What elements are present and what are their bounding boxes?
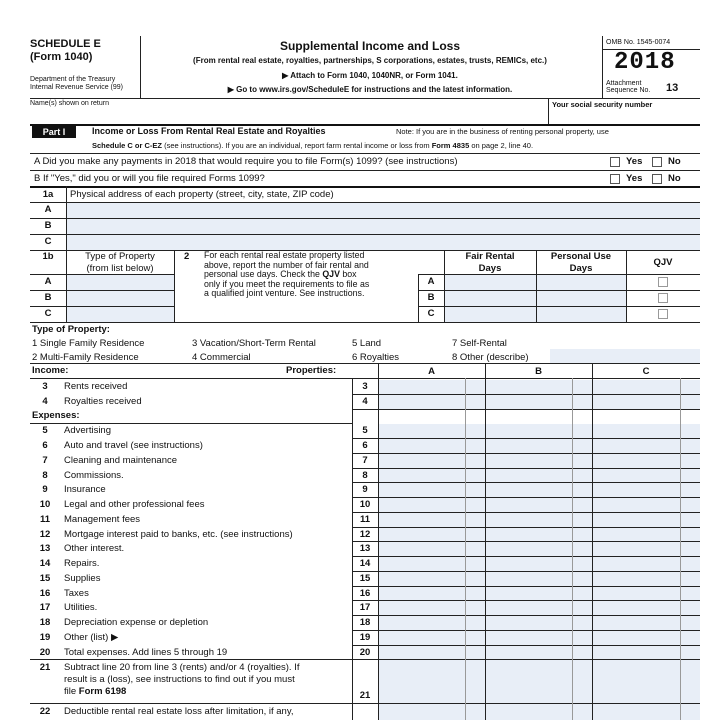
personal-days-input-a[interactable]	[537, 275, 626, 290]
line-4-amount-b[interactable]	[486, 395, 592, 409]
line-14-label	[64, 558, 99, 569]
type-4: 4 Commercial	[192, 352, 251, 363]
type-6: 6 Royalties	[352, 352, 399, 363]
fair-days-input-c[interactable]	[445, 307, 536, 322]
note-end: on page 2, line 40.	[469, 141, 534, 150]
line-9-box-number: 9	[362, 484, 368, 496]
line-12-box-number: 12	[359, 528, 371, 540]
line-11-number: 11	[39, 513, 51, 525]
part1-tag: Part I	[32, 126, 76, 138]
question-a-no-label: No	[668, 156, 681, 167]
line-21-text3a: file	[64, 686, 79, 698]
line-18-label	[64, 617, 208, 628]
qjv-checkbox-a[interactable]	[658, 277, 668, 287]
line-9-amount-c[interactable]	[593, 483, 700, 497]
line-15-label	[64, 573, 100, 584]
question-a-yes-label: Yes	[626, 156, 643, 167]
line-10-label	[64, 499, 205, 510]
fair-days-input-a[interactable]	[445, 275, 536, 290]
line-17-amount-c[interactable]	[593, 601, 700, 615]
line-4-number: 4	[42, 395, 48, 407]
line-14-text: Repairs.	[64, 558, 100, 569]
line-21-text1: Subtract line 20 from line 3 (rents) and/or 4 (royalties). If	[64, 662, 300, 674]
line-13-amount-a[interactable]	[379, 542, 485, 556]
line-7-label	[64, 455, 177, 466]
line-22-number: 22	[39, 706, 51, 718]
form-number: (Form 1040)	[30, 51, 93, 63]
line-8-label	[64, 470, 124, 481]
line-2-text3a: personal use days. Check the	[204, 269, 323, 280]
line-15-number: 15	[39, 572, 51, 584]
line-19-text: Other (list) ▶	[64, 631, 119, 643]
type-input-b[interactable]	[67, 291, 174, 306]
line-11-label	[64, 514, 140, 525]
line-18-number: 18	[39, 617, 51, 628]
line-18-amount-c[interactable]	[593, 616, 700, 630]
line-3-label	[64, 381, 127, 392]
line-16-box-number: 16	[359, 587, 371, 599]
goto-instruction: ▶ Go to www.irs.gov/ScheduleE for instructions and the latest information.	[227, 85, 513, 94]
line-16-label	[64, 588, 89, 599]
line-9-label	[64, 484, 106, 495]
line-20-amount-c[interactable]	[593, 646, 700, 660]
line-7-text: Cleaning and maintenance	[64, 454, 178, 466]
type-8: 8 Other (describe)	[452, 352, 529, 363]
column-c-header: C	[642, 366, 650, 377]
personal-use-header: Personal Use	[550, 251, 612, 262]
qjv-header: QJV	[653, 257, 673, 268]
line-11-amount-b[interactable]	[486, 513, 592, 527]
type-5: 5 Land	[352, 338, 382, 349]
line-8-number: 8	[42, 469, 48, 481]
line-18-amount-b[interactable]	[486, 616, 592, 630]
line-4-label	[64, 396, 142, 407]
expenses-label: Expenses:	[32, 409, 80, 421]
line-20-text: Total expenses. Add lines 5 through 19	[64, 646, 228, 658]
question-b-no-checkbox[interactable]	[652, 174, 662, 184]
line-17-text: Utilities.	[64, 602, 98, 614]
line-6-amount-c[interactable]	[593, 439, 700, 453]
line-9-number: 9	[42, 484, 48, 496]
qjv-checkbox-c[interactable]	[658, 309, 668, 319]
line-21-amount-c[interactable]	[593, 660, 700, 703]
part1-note-line1: Note: If you are in the business of renting personal property, use	[396, 127, 609, 136]
line-21-text3	[64, 686, 126, 697]
days-row-a: A	[427, 276, 435, 287]
line-19-box-number: 19	[359, 631, 371, 643]
line-21-box-number: 21	[359, 690, 371, 702]
properties-label: Properties:	[286, 365, 337, 376]
address-row-b: B	[44, 220, 52, 231]
part1-title: Income or Loss From Rental Real Estate and Royalties	[92, 126, 326, 136]
attachment-label: Attachment	[606, 80, 642, 87]
line-10-text: Legal and other professional fees	[64, 499, 205, 510]
line-7-number: 7	[42, 454, 48, 466]
schedule-e-form	[30, 36, 700, 720]
line-3-number: 3	[42, 381, 48, 392]
line-2-text4: only if you meet the requirements to file as	[204, 278, 370, 289]
line-6-box-number: 6	[362, 440, 368, 451]
line-17-number: 17	[39, 602, 51, 614]
form-subtitle: (From rental real estate, royalties, partnerships, S corporations, estates, trusts, REMICs, etc.)	[193, 56, 547, 65]
type-property-label: Type of Property	[85, 251, 155, 262]
omb-number: OMB No. 1545-0074	[606, 39, 671, 46]
line-20-amount-a[interactable]	[379, 646, 485, 660]
question-a-no-checkbox[interactable]	[652, 157, 662, 167]
type-property-sublabel: (from list below)	[86, 263, 154, 274]
line-2-qjv-bold: QJV	[322, 269, 340, 280]
line-10-number: 10	[39, 499, 51, 510]
line-3-amount-a[interactable]	[379, 380, 485, 394]
address-input-a[interactable]	[67, 203, 700, 218]
line-20-label	[64, 647, 227, 658]
line-21-text2: result is a (loss), see instructions to find out if you must	[64, 674, 295, 686]
line-12-amount-c[interactable]	[593, 528, 700, 542]
line-10-amount-a[interactable]	[379, 498, 485, 512]
line-17-box-number: 17	[359, 602, 371, 614]
line-19-number: 19	[39, 631, 51, 643]
line-3-amount-b[interactable]	[486, 380, 592, 394]
line-15-amount-c[interactable]	[593, 572, 700, 586]
line-7-amount-a[interactable]	[379, 454, 485, 468]
type-input-a[interactable]	[67, 275, 174, 290]
type-of-property-title: Type of Property:	[32, 324, 110, 335]
line-6-label	[64, 440, 203, 451]
type-2: 2 Multi-Family Residence	[32, 352, 139, 363]
question-b-no-label: No	[668, 173, 681, 184]
qjv-checkbox-b[interactable]	[658, 293, 668, 303]
line-12-amount-b[interactable]	[486, 528, 592, 542]
line-2-text3c: box	[339, 269, 357, 280]
ssn-label: Your social security number	[552, 100, 653, 109]
line-13-label	[64, 543, 124, 554]
line-8-box-number: 8	[362, 469, 368, 481]
line-5-box-number: 5	[362, 425, 368, 437]
line-17-amount-b[interactable]	[486, 601, 592, 615]
line-13-number: 13	[39, 543, 51, 555]
line-12-label	[64, 529, 293, 540]
line-8-amount-b[interactable]	[486, 469, 592, 483]
line-2-text2: above, report the number of fair rental and	[204, 259, 369, 270]
question-b-yes-label: Yes	[626, 173, 643, 184]
line-8-amount-a[interactable]	[379, 469, 485, 483]
type-7: 7 Self-Rental	[452, 338, 507, 349]
address-input-c[interactable]	[67, 235, 700, 250]
line-4-box-number: 4	[362, 395, 368, 407]
line-11-amount-a[interactable]	[379, 513, 485, 527]
address-row-c: C	[44, 236, 52, 247]
line-13-box-number: 13	[359, 543, 371, 555]
other-describe-input[interactable]	[550, 349, 700, 363]
line-12-number: 12	[39, 528, 51, 540]
line-5-text: Advertising	[64, 425, 111, 437]
line-5-amount-c[interactable]	[593, 424, 700, 438]
line-8-amount-c[interactable]	[593, 469, 700, 483]
line-22-label: Deductible rental real estate loss after limitation, if any,	[64, 706, 294, 718]
line-11-box-number: 11	[359, 513, 371, 525]
column-a-header: A	[428, 366, 435, 377]
line-10-box-number: 10	[359, 499, 371, 510]
line-7-box-number: 7	[362, 454, 368, 466]
line-11-amount-c[interactable]	[593, 513, 700, 527]
line-7-amount-c[interactable]	[593, 454, 700, 468]
type-3: 3 Vacation/Short-Term Rental	[192, 338, 316, 349]
line-3-amount-c[interactable]	[593, 380, 700, 394]
line-14-amount-b[interactable]	[486, 557, 592, 571]
line-19-amount-b[interactable]	[486, 631, 592, 645]
line-14-box-number: 14	[359, 558, 371, 569]
address-input-b[interactable]	[67, 219, 700, 234]
line-9-amount-b[interactable]	[486, 483, 592, 497]
line-15-box-number: 15	[359, 572, 371, 584]
line-10-amount-c[interactable]	[593, 498, 700, 512]
line-22-amount-a[interactable]	[379, 704, 485, 720]
line-2-text5: a qualified joint venture. See instructions.	[204, 288, 365, 299]
line-19-amount-a[interactable]	[379, 631, 485, 645]
days-row-c: C	[427, 308, 435, 319]
line-20-number: 20	[39, 646, 51, 658]
line-13-amount-b[interactable]	[486, 542, 592, 556]
line-17-label	[64, 602, 97, 613]
line-6-text: Auto and travel (see instructions)	[64, 440, 203, 451]
line-2-number: 2	[184, 251, 190, 262]
personal-days-input-c[interactable]	[537, 307, 626, 322]
line-22-amount-c[interactable]	[593, 704, 700, 720]
address-row-a: A	[44, 204, 52, 215]
line-19-label	[64, 632, 118, 643]
line-16-amount-a[interactable]	[379, 587, 485, 601]
line-9-amount-a[interactable]	[379, 483, 485, 497]
personal-use-days-header: Days	[569, 263, 593, 274]
line-12-amount-a[interactable]	[379, 528, 485, 542]
type-1: 1 Single Family Residence	[32, 338, 145, 349]
dept-irs: Internal Revenue Service (99)	[30, 84, 123, 91]
line-21-form-6198: Form 6198	[78, 686, 127, 698]
type-row-c: C	[44, 308, 52, 319]
line-19-amount-c[interactable]	[593, 631, 700, 645]
question-a: A Did you make any payments in 2018 that would require you to file Form(s) 1099? (see instructions)	[34, 156, 458, 167]
note-schedule-c: Schedule C or C-EZ	[92, 141, 163, 150]
line-9-text: Insurance	[64, 484, 106, 496]
type-row-a: A	[44, 276, 52, 287]
line-2-text1: For each rental real estate property listed	[204, 250, 365, 260]
line-21-number: 21	[39, 662, 51, 674]
line-17-amount-a[interactable]	[379, 601, 485, 615]
line-5-number: 5	[42, 425, 48, 437]
line-5-amount-a[interactable]	[379, 424, 485, 438]
line-10-amount-b[interactable]	[486, 498, 592, 512]
schedule-label: SCHEDULE E	[30, 38, 101, 50]
line-22-amount-b[interactable]	[486, 704, 592, 720]
line-5-amount-b[interactable]	[486, 424, 592, 438]
line-12-text: Mortgage interest paid to banks, etc. (see instructions)	[64, 528, 293, 540]
line-20-box-number: 20	[359, 646, 371, 658]
line-18-text: Depreciation expense or depletion	[64, 617, 209, 628]
income-label: Income:	[32, 365, 69, 376]
line-1a-number: 1a	[42, 189, 54, 200]
tax-year: 2018	[614, 49, 676, 76]
line-3-box-number: 3	[362, 381, 368, 392]
line-16-amount-c[interactable]	[593, 587, 700, 601]
line-11-text: Management fees	[64, 513, 141, 525]
line-5-label	[64, 425, 111, 436]
type-input-c[interactable]	[67, 307, 174, 322]
question-b-yes-checkbox[interactable]	[610, 174, 620, 184]
name-input[interactable]	[30, 108, 548, 124]
line-6-amount-a[interactable]	[379, 439, 485, 453]
line-21-amount-b[interactable]	[486, 660, 592, 703]
line-13-amount-c[interactable]	[593, 542, 700, 556]
fair-days-input-b[interactable]	[445, 291, 536, 306]
name-label: Name(s) shown on return	[30, 100, 109, 107]
line-15-text: Supplies	[64, 572, 101, 584]
line-14-amount-c[interactable]	[593, 557, 700, 571]
line-8-text: Commissions.	[64, 469, 124, 481]
sequence-number: 13	[666, 82, 679, 94]
fair-rental-header: Fair Rental	[465, 251, 515, 262]
dept-treasury: Department of the Treasury	[30, 76, 116, 83]
line-18-amount-a[interactable]	[379, 616, 485, 630]
fair-rental-days-header: Days	[478, 263, 502, 274]
note-form-4835: Form 4835	[431, 141, 470, 150]
question-a-yes-checkbox[interactable]	[610, 157, 620, 167]
line-2-instructions	[204, 251, 369, 299]
line-15-amount-b[interactable]	[486, 572, 592, 586]
line-1b-number: 1b	[42, 251, 54, 262]
line-15-amount-a[interactable]	[379, 572, 485, 586]
line-7-amount-b[interactable]	[486, 454, 592, 468]
line-14-number: 14	[39, 558, 51, 569]
question-b: B If "Yes," did you or will you file required Forms 1099?	[34, 173, 265, 184]
type-row-b: B	[44, 292, 52, 303]
line-16-amount-b[interactable]	[486, 587, 592, 601]
line-4-amount-a[interactable]	[379, 395, 485, 409]
line-4-amount-c[interactable]	[593, 395, 700, 409]
days-row-b: B	[427, 292, 435, 303]
line-21-amount-a[interactable]	[379, 660, 485, 703]
line-13-text: Other interest.	[64, 543, 125, 555]
line-20-amount-b[interactable]	[486, 646, 592, 660]
line-6-amount-b[interactable]	[486, 439, 592, 453]
line-4-text: Royalties received	[64, 395, 142, 407]
line-16-text: Taxes	[64, 587, 89, 599]
column-b-header: B	[535, 366, 542, 377]
line-6-number: 6	[42, 440, 48, 451]
line-14-amount-a[interactable]	[379, 557, 485, 571]
form-title: Supplemental Income and Loss	[279, 39, 461, 53]
ssn-input[interactable]	[549, 108, 700, 124]
note-middle: (see instructions). If you are an individual, report farm rental income or loss from	[162, 141, 432, 150]
line-16-number: 16	[39, 587, 51, 599]
sequence-label: Sequence No.	[606, 87, 651, 94]
line-3-text: Rents received	[64, 381, 128, 392]
attach-instruction: ▶ Attach to Form 1040, 1040NR, or Form 1041.	[282, 71, 458, 80]
personal-days-input-b[interactable]	[537, 291, 626, 306]
line-18-box-number: 18	[359, 617, 371, 628]
part1-note-line2	[92, 141, 533, 150]
line-1a-label: Physical address of each property (street, city, state, ZIP code)	[70, 189, 334, 200]
